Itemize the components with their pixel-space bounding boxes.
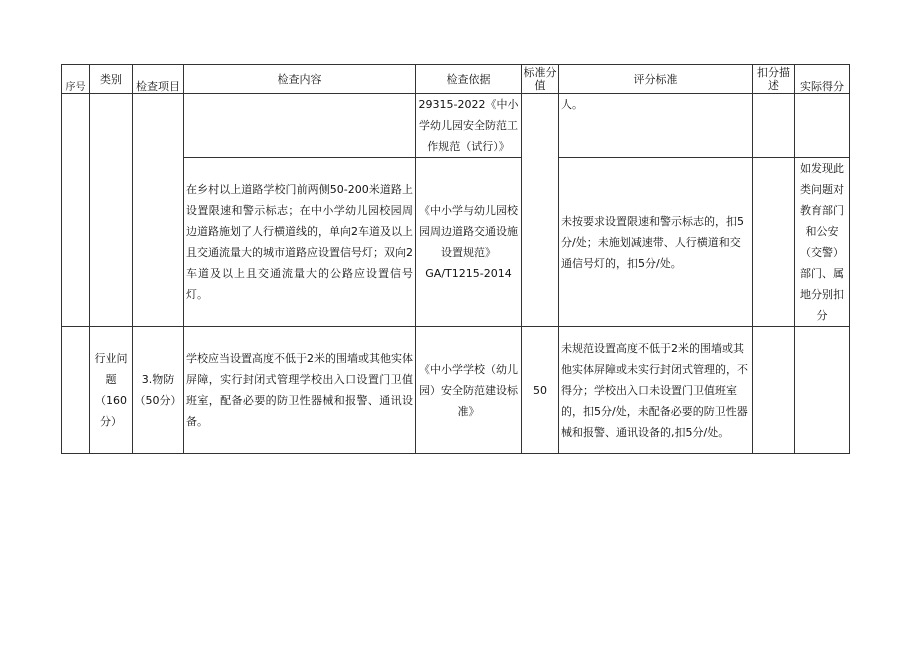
seq-cell	[62, 94, 90, 327]
criteria-cell: 人。	[559, 94, 753, 158]
content-cell	[184, 94, 416, 158]
header-seq: 序号	[62, 65, 90, 94]
header-row	[62, 65, 850, 94]
seq-cell	[62, 327, 90, 454]
basis-cell: 《中小学与幼儿园校园周边道路交通设施设置规范》GA/T1215-2014	[416, 158, 522, 327]
criteria-cell: 未规范设置高度不低于2米的围墙或其他实体屏障或未实行封闭式管理的，不得分；学校出入口未设置门卫值班室的，扣5分/处，未配备必要的防卫性器械和报警、通讯设备的,扣5分/处。	[559, 327, 753, 454]
basis-cell: 《中小学学校（幼儿园）安全防范建设标准》	[416, 327, 522, 454]
deduct-desc-cell	[753, 158, 795, 327]
header-criteria: 评分标准	[559, 65, 753, 94]
item-cell: 3.物防（50分）	[133, 327, 184, 454]
item-cell	[133, 94, 184, 327]
deduct-desc-cell	[753, 327, 795, 454]
header-basis: 检查依据	[416, 65, 522, 94]
score-cell: 50	[522, 327, 559, 454]
actual-cell: 如发现此类问题对教育部门和公安（交警）部门、属地分别扣分	[795, 158, 850, 327]
header-actual: 实际得分	[795, 65, 850, 94]
deduct-desc-cell	[753, 94, 795, 158]
header-deduct-desc: 扣分描述	[753, 65, 795, 94]
criteria-cell: 未按要求设置限速和警示标志的，扣5分/处；未施划减速带、人行横道和交通信号灯的，扣5分/处。	[559, 158, 753, 327]
header-category: 类别	[90, 65, 133, 94]
inspection-table	[61, 64, 850, 454]
basis-cell: 29315-2022《中小学幼儿园安全防范工作规范（试行）》	[416, 94, 522, 158]
table-row	[62, 94, 850, 158]
score-cell	[522, 94, 559, 327]
header-score-std: 标准分值	[523, 66, 557, 92]
table-row	[62, 327, 850, 454]
category-cell	[90, 94, 133, 327]
actual-cell	[795, 327, 850, 454]
header-content: 检查内容	[184, 65, 416, 94]
content-cell: 在乡村以上道路学校门前两侧50-200米道路上设置限速和警示标志；在中小学幼儿园校园周边道路施划了人行横道线的，单向2车道及以上且交通流量大的城市道路应设置信号灯；双向2车道及以上且交通流量大的公路应设置信号灯。	[184, 158, 416, 327]
header-item: 检查项目	[133, 65, 184, 94]
content-cell: 学校应当设置高度不低于2米的围墙或其他实体屏障，实行封闭式管理学校出入口设置门卫值班室，配备必要的防卫性器械和报警、通讯设备。	[184, 327, 416, 454]
actual-cell	[795, 94, 850, 158]
category-cell: 行业问题（160分）	[90, 327, 133, 454]
